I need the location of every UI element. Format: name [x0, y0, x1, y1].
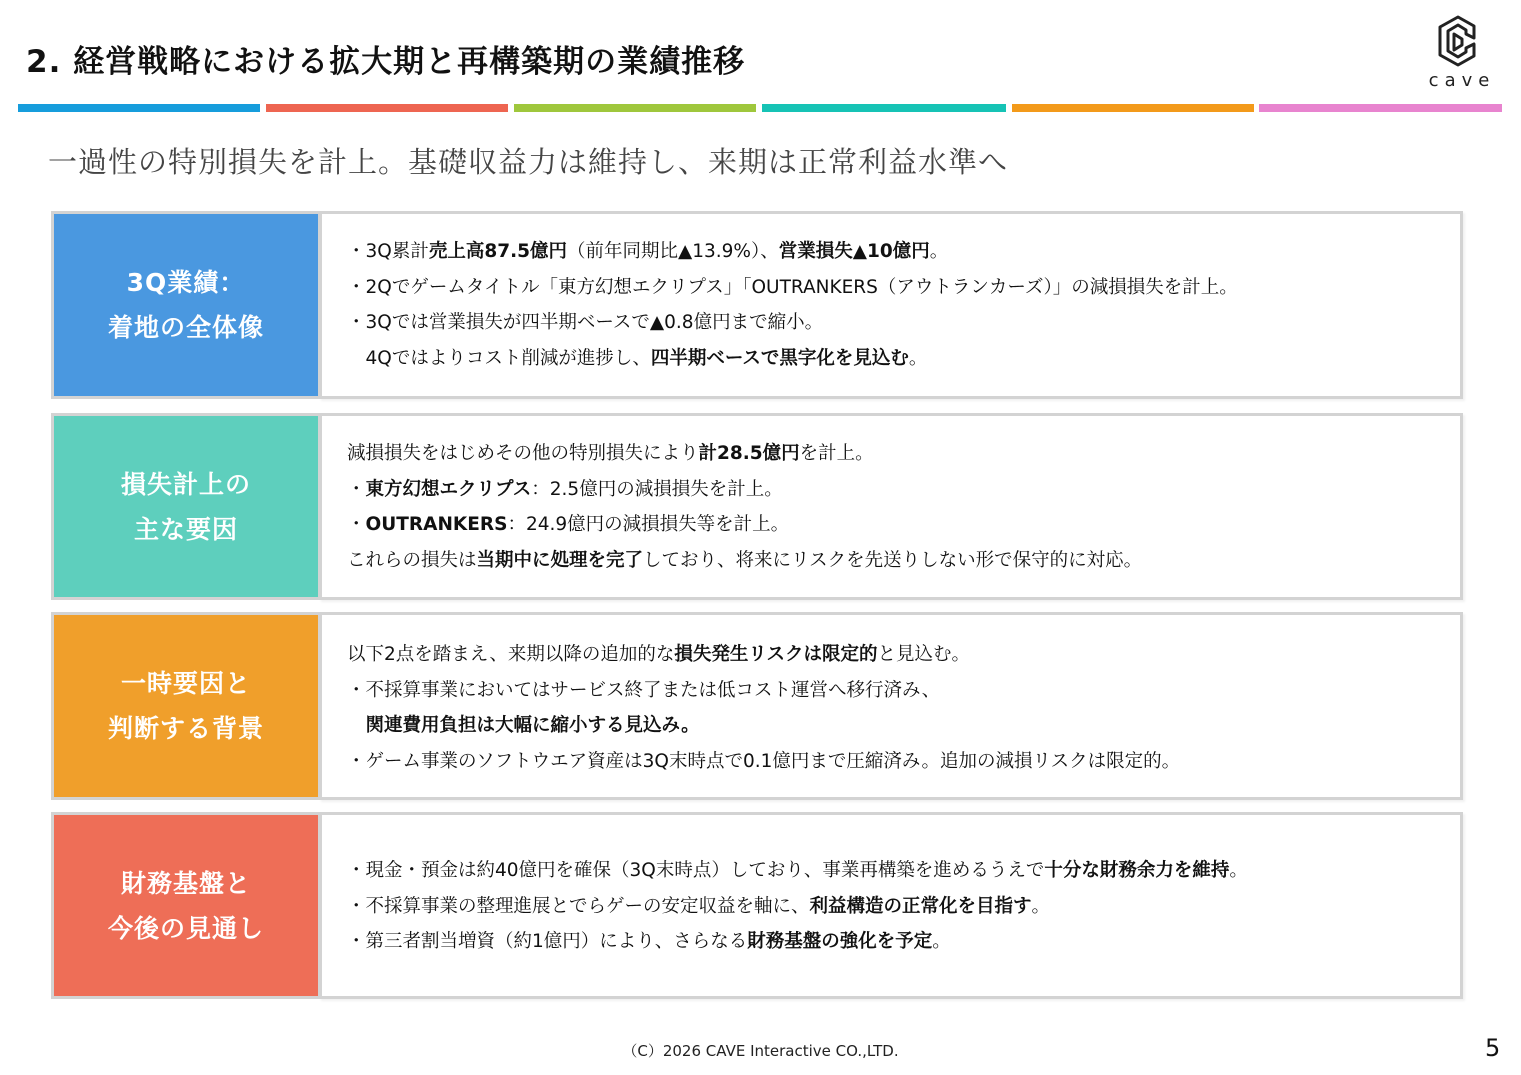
section-3q-results: [51, 211, 1467, 399]
page-number: 5: [1485, 1034, 1501, 1062]
copyright: （C）2026 CAVE Interactive CO.,LTD.: [622, 1042, 899, 1060]
content-line: ・第三者割当増資（約1億円）により、さらなる財務基盤の強化を予定。: [347, 931, 951, 952]
stripe-orange: [1012, 104, 1254, 112]
content-line: ・東方幻想エクリプス：2.5億円の減損損失を計上。: [347, 478, 783, 500]
section-loss-factors: [51, 413, 1467, 600]
content-line: 関連費用負担は大幅に縮小する見込み。: [347, 715, 700, 736]
content-line: ・不採算事業の整理進展とでらゲーの安定収益を軸に、利益構造の正常化を目指す。: [347, 895, 1051, 917]
stripe-pink: [1259, 104, 1502, 112]
content-line: 4Qではよりコスト削減が進捗し、四半期ベースで黒字化を見込む。: [347, 347, 928, 369]
content-line: 減損損失をはじめその他の特別損失により計28.5億円を計上。: [347, 443, 874, 464]
section-label-line: 一時要因と: [120, 669, 251, 698]
section-label: [51, 413, 321, 600]
section-label: [51, 812, 321, 999]
section-label: [51, 211, 321, 399]
section-label-line: 損失計上の: [120, 469, 251, 499]
content-line: ・不採算事業においてはサービス終了または低コスト運営へ移行済み、: [347, 679, 941, 701]
section-content-panel: [319, 812, 1463, 999]
content-line: ・ゲーム事業のソフトウエア資産は3Q末時点で0.1億円まで圧縮済み。追加の減損リスクは限定的。: [347, 750, 1181, 772]
section-temporary-factors: [51, 612, 1467, 800]
cave-logo-icon: [1436, 14, 1480, 68]
section-content-panel: [319, 211, 1463, 399]
section-label-line: 判断する背景: [107, 714, 264, 743]
content-line: 以下2点を踏まえ、来期以降の追加的な損失発生リスクは限定的と見込む。: [347, 644, 971, 665]
content-line: ・3Q累計売上高87.5億円（前年同期比▲13.9%）、営業損失▲10億円。: [347, 241, 949, 262]
section-label-line: 主な要因: [133, 514, 238, 544]
stripe-red: [266, 104, 508, 112]
section-financial-outlook: [51, 812, 1467, 999]
section-label: [51, 612, 321, 800]
section-content-panel: [319, 413, 1463, 600]
cave-logo: [1418, 14, 1498, 94]
page-title: 2. 経営戦略における拡大期と再構築期の業績推移: [26, 44, 746, 80]
content-line: これらの損失は当期中に処理を完了しており、将来にリスクを先送りしない形で保守的に対応。: [347, 549, 1143, 571]
content-line: ・OUTRANKERS：24.9億円の減損損失等を計上。: [347, 514, 790, 535]
stripe-blue: [18, 104, 260, 112]
stripe-teal: [762, 104, 1006, 112]
section-label-line: 3Q業績：: [126, 268, 246, 297]
stripe-green: [514, 104, 756, 112]
content-line: ・現金・預金は約40億円を確保（3Q末時点）しており、事業再構築を進めるうえで十分な財務余力を維持。: [347, 860, 1248, 881]
section-label-line: 着地の全体像: [107, 313, 264, 342]
logo-wordmark: cave: [1428, 70, 1496, 91]
section-label-line: 今後の見通し: [107, 913, 264, 943]
section-label-line: 財務基盤と: [120, 868, 251, 898]
content-line: ・3Qでは営業損失が四半期ベースで▲0.8億円まで縮小。: [347, 312, 824, 333]
section-content-panel: [319, 612, 1463, 800]
page-subtitle: 一過性の特別損失を計上。基礎収益力は維持し、来期は正常利益水準へ: [48, 145, 1009, 179]
content-line: ・2Qでゲームタイトル「東方幻想エクリプス」「OUTRANKERS（アウトランカーズ）」の減損損失を計上。: [347, 276, 1238, 298]
